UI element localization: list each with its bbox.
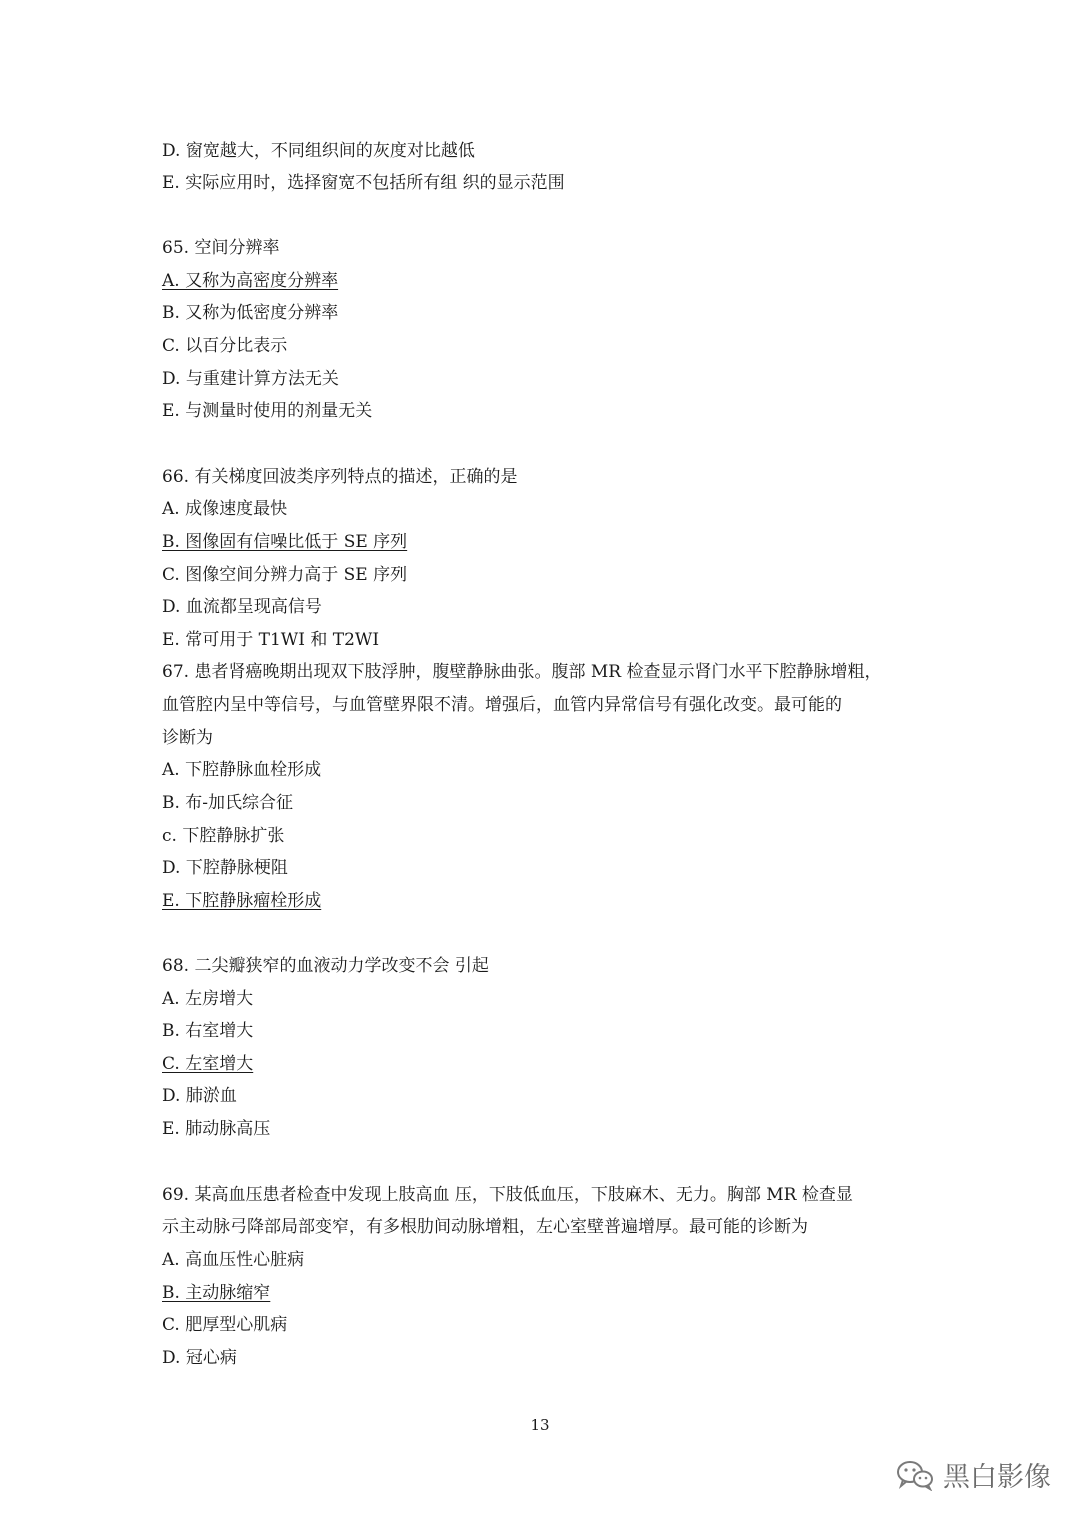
q68-option-e: E. 肺动脉高压 xyxy=(162,1119,271,1139)
q69-option-b-answer: B. 主动脉缩窄 xyxy=(162,1283,271,1303)
wechat-icon xyxy=(895,1459,935,1491)
q64-option-e: E. 实际应用时，选择窗宽不包括所有组 织的显示范围 xyxy=(162,173,565,193)
q66-option-e: E. 常可用于 T1WI 和 T2WI xyxy=(162,630,380,650)
q68-stem: 68. 二尖瓣狭窄的血液动力学改变不会 引起 xyxy=(162,956,489,976)
q69-option-d: D. 冠心病 xyxy=(162,1348,237,1368)
watermark-text: 黑白影像 xyxy=(943,1462,1051,1493)
q69-option-a: A. 高血压性心脏病 xyxy=(162,1250,305,1270)
q67-stem-line-2: 血管腔内呈中等信号，与血管壁界限不清。增强后，血管内异常信号有强化改变。最可能的 xyxy=(162,695,842,715)
q69-stem-line-1: 69. 某高血压患者检查中发现上肢高血 压，下肢低血压，下肢麻木、无力。胸部 MR 检查显 xyxy=(162,1185,853,1205)
q65-option-e: E. 与测量时使用的剂量无关 xyxy=(162,401,373,421)
q65-option-d: D. 与重建计算方法无关 xyxy=(162,369,339,389)
q65-option-c: C. 以百分比表示 xyxy=(162,336,288,356)
q67-option-d: D. 下腔静脉梗阻 xyxy=(162,858,288,878)
q69-option-c: C. 肥厚型心肌病 xyxy=(162,1315,288,1335)
q64-option-d: D. 窗宽越大，不同组织间的灰度对比越低 xyxy=(162,141,475,161)
q65-stem: 65. 空间分辨率 xyxy=(162,238,280,258)
q65-option-a-answer: A. 又称为高密度分辨率 xyxy=(162,271,339,291)
q66-option-d: D. 血流都呈现高信号 xyxy=(162,597,322,617)
page-number: 13 xyxy=(530,1416,550,1434)
q68-option-a: A. 左房增大 xyxy=(162,989,254,1009)
q66-stem: 66. 有关梯度回波类序列特点的描述，正确的是 xyxy=(162,467,518,487)
q67-option-c: c. 下腔静脉扩张 xyxy=(162,826,285,846)
q69-stem-line-2: 示主动脉弓降部局部变窄，有多根肋间动脉增粗，左心室壁普遍增厚。最可能的诊断为 xyxy=(162,1217,808,1237)
q67-option-e-answer: E. 下腔静脉瘤栓形成 xyxy=(162,891,322,911)
q66-option-a: A. 成像速度最快 xyxy=(162,499,288,519)
q67-stem-line-1: 67. 患者肾癌晚期出现双下肢浮肿，腹壁静脉曲张。腹部 MR 检查显示肾门水平下腔静脉增粗， xyxy=(162,662,882,682)
q66-option-b-answer: B. 图像固有信噪比低于 SE 序列 xyxy=(162,532,408,552)
q68-option-b: B. 右室增大 xyxy=(162,1021,254,1041)
q68-option-c-answer: C. 左室增大 xyxy=(162,1054,254,1074)
q68-option-d: D. 肺淤血 xyxy=(162,1086,237,1106)
q67-option-a: A. 下腔静脉血栓形成 xyxy=(162,760,322,780)
q66-option-c: C. 图像空间分辨力高于 SE 序列 xyxy=(162,565,408,585)
q67-option-b: B. 布-加氏综合征 xyxy=(162,793,294,813)
q65-option-b: B. 又称为低密度分辨率 xyxy=(162,303,339,323)
q67-stem-line-3: 诊断为 xyxy=(162,728,213,748)
watermark xyxy=(895,1455,1051,1494)
